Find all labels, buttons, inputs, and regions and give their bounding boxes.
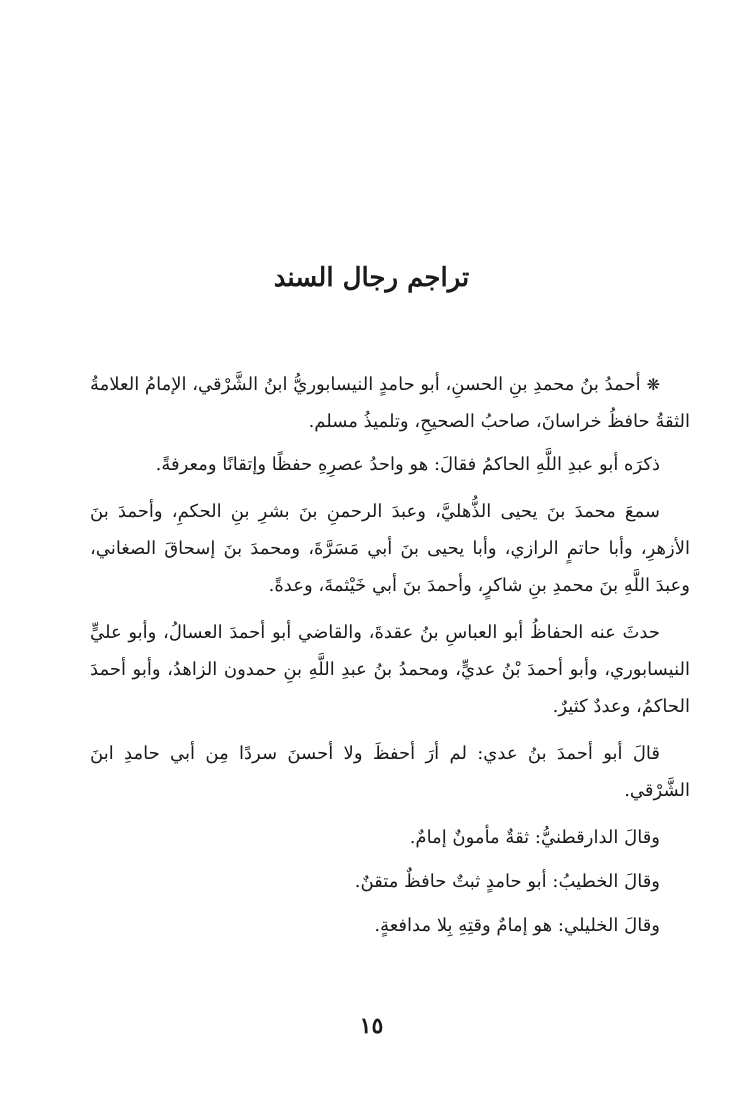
asterism-icon: ❋ <box>646 375 660 394</box>
biography-body <box>90 366 690 951</box>
entry-intro-text: أحمدُ بنُ محمدِ بنِ الحسنِ، أبو حامدٍ النيسابوريُّ ابنُ الشَّرْقي، الإمامُ العلامةُ الثقةُ حافظُ خراسانَ، صاحبُ الصحيحِ، وتلميذُ مسلم. <box>90 374 690 432</box>
teachers-paragraph: سمعَ محمدَ بنَ يحيى الذُّهليَّ، وعبدَ الرحمنِ بنَ بشرِ بنِ الحكمِ، وأحمدَ بنَ الأزهرِ، وأبا حاتمٍ الرازي، وأبا يحيى بنَ أبي مَسَرَّةَ، ومحمدَ بنَ إسحاقَ الصغاني، وعبدَ اللَّهِ بنَ محمدِ بنِ شاكرٍ، وأحمدَ بنَ أبي خَيْثمةَ، وعدةً. <box>90 501 690 596</box>
daraqutni-paragraph: وقالَ الدارقطنيُّ: ثقةٌ مأمونٌ إمامٌ. <box>409 827 660 848</box>
khalili-paragraph: وقالَ الخليلي: هو إمامٌ وقتِهِ بِلا مدافعةٍ. <box>374 915 660 936</box>
khatib-paragraph: وقالَ الخطيبُ: أبو حامدٍ ثبتٌ حافظٌ متقنٌ. <box>354 871 660 892</box>
ibn-adi-paragraph: قالَ أبو أحمدَ بنُ عدي: لم أرَ أحفظَ ولا أحسنَ سردًا مِن أبي حامدِ ابنَ الشَّرْقي. <box>90 743 690 801</box>
entry-intro-paragraph <box>90 366 690 440</box>
hakim-paragraph: ذكرَه أبو عبدِ اللَّهِ الحاكمُ فقالَ: هو واحدُ عصرِهِ حفظًا وإتقانًا ومعرفةً. <box>155 454 660 475</box>
page-title: تراجم رجال السند <box>273 263 470 293</box>
page-number: ١٥ <box>359 1013 384 1039</box>
students-paragraph: حدثَ عنه الحفاظُ أبو العباسِ بنُ عقدةَ، والقاضي أبو أحمدَ العسالُ، وأبو عليٍّ النيسابوري، وأبو أحمدَ بْنُ عديٍّ، ومحمدُ بنُ عبدِ اللَّهِ بنِ حمدون الزاهدُ، وأبو أحمدَ الحاكمُ، وعددٌ كثيرٌ. <box>90 622 690 717</box>
